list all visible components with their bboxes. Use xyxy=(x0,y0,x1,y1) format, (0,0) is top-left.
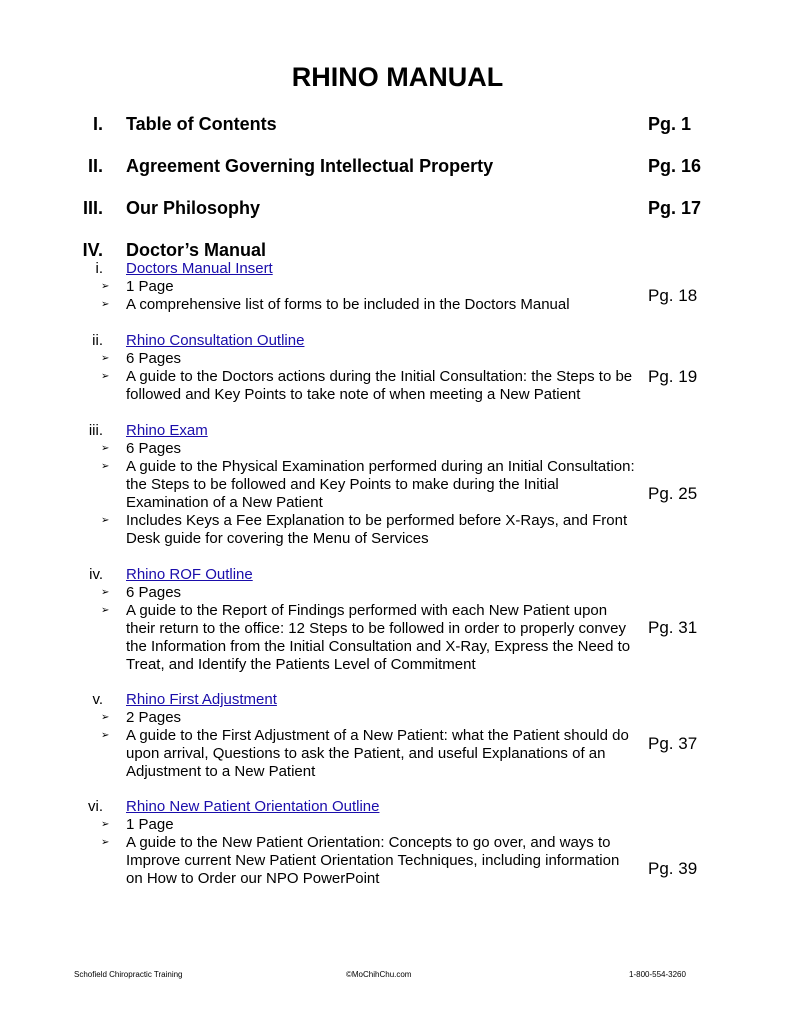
section-page: Pg. 16 xyxy=(648,156,702,176)
section-number: III. xyxy=(82,198,103,218)
footer-phone: 1-800-554-3260 xyxy=(629,970,686,979)
toc-section-2 xyxy=(0,156,795,180)
npo-outline-link[interactable]: Rhino New Patient Orientation Outline xyxy=(126,798,380,815)
consultation-outline-link[interactable]: Rhino Consultation Outline xyxy=(126,332,305,349)
footer-company: Schofield Chiropractic Training xyxy=(74,970,183,979)
arrow-bullet-icon: ➢ xyxy=(101,443,110,454)
first-adjustment-link[interactable]: Rhino First Adjustment xyxy=(126,691,277,708)
item-page: Pg. 25 xyxy=(648,484,698,503)
arrow-bullet-icon: ➢ xyxy=(101,353,110,364)
section-label: Table of Contents xyxy=(126,114,277,134)
item-page: Pg. 19 xyxy=(648,367,698,386)
bullet-item: ➢ 2 Pages xyxy=(101,709,182,726)
rhino-exam-link[interactable]: Rhino Exam xyxy=(126,422,208,439)
arrow-bullet-icon: ➢ xyxy=(101,605,110,616)
arrow-bullet-icon: ➢ xyxy=(101,281,110,292)
arrow-bullet-icon: ➢ xyxy=(101,712,110,723)
item-numeral: vi. xyxy=(88,798,103,815)
item-page: Pg. 39 xyxy=(648,859,698,878)
item-numeral: iv. xyxy=(89,566,103,583)
bullet-item: ➢ A guide to the Physical Examination performed during an Initial Consultation: the Steps to be followed and Key Points to make during the Initial Examination of a New Patient xyxy=(101,458,635,511)
section-label: Our Philosophy xyxy=(126,198,261,218)
bullet-item: ➢ 1 Page xyxy=(101,816,174,833)
item-numeral: iii. xyxy=(88,422,103,439)
bullet-item: ➢ Includes Keys a Fee Explanation to be performed before X-Rays, and Front Desk guide for covering the Menu of Services xyxy=(101,512,628,547)
bullet-item: ➢ 6 Pages xyxy=(101,440,182,457)
document-title: RHINO MANUAL xyxy=(291,62,504,92)
bullet-item: ➢ A comprehensive list of forms to be included in the Doctors Manual xyxy=(101,296,570,313)
section-label: Doctor’s Manual xyxy=(126,240,267,260)
bullet-item: ➢ A guide to the First Adjustment of a New Patient: what the Patient should do upon arrival, Questions to ask the Patient, and useful Explanations of an Adjustment to a New Patient xyxy=(101,727,629,780)
arrow-bullet-icon: ➢ xyxy=(101,587,110,598)
section-label: Agreement Governing Intellectual Property xyxy=(126,156,494,176)
section-page: Pg. 1 xyxy=(648,114,692,134)
toc-section-3 xyxy=(0,198,795,222)
toc-section-1 xyxy=(0,114,795,138)
bullet-item: ➢ 6 Pages xyxy=(101,350,182,367)
section-number: I. xyxy=(92,114,103,134)
item-numeral: ii. xyxy=(92,332,103,349)
section-number: II. xyxy=(87,156,103,176)
bullet-item: ➢ A guide to the New Patient Orientation: Concepts to go over, and ways to Improve current New Patient Orientation Techniques, including information on How to Order our NPO PowerPoint xyxy=(101,834,620,887)
arrow-bullet-icon: ➢ xyxy=(101,461,110,472)
item-page: Pg. 31 xyxy=(648,618,698,637)
section-page: Pg. 17 xyxy=(648,198,702,218)
bullet-item: ➢ 1 Page xyxy=(101,278,174,295)
bullet-item: ➢ A guide to the Report of Findings performed with each New Patient upon their return to the office: 12 Steps to be followed in order to properly convey the Information from the Initial Consultation and X-Ray, Express the Need to Treat, and Identify the Patients Level of Commitment xyxy=(101,602,631,673)
arrow-bullet-icon: ➢ xyxy=(101,371,110,382)
bullet-item: ➢ A guide to the Doctors actions during the Initial Consultation: the Steps to be followed and Key Points to take note of when meeting a New Patient xyxy=(101,368,633,403)
arrow-bullet-icon: ➢ xyxy=(101,837,110,848)
item-page: Pg. 18 xyxy=(648,286,698,305)
footer-copyright: ©MoChihChu.com xyxy=(346,970,412,979)
arrow-bullet-icon: ➢ xyxy=(101,299,110,310)
arrow-bullet-icon: ➢ xyxy=(101,730,110,741)
item-numeral: i. xyxy=(95,260,103,277)
doctors-manual-insert-link[interactable]: Doctors Manual Insert xyxy=(126,260,273,277)
rof-outline-link[interactable]: Rhino ROF Outline xyxy=(126,566,253,583)
toc-section-4 xyxy=(0,240,795,264)
arrow-bullet-icon: ➢ xyxy=(101,515,110,526)
section-number: IV. xyxy=(82,240,103,260)
arrow-bullet-icon: ➢ xyxy=(101,819,110,830)
item-page: Pg. 37 xyxy=(648,734,698,753)
item-numeral: v. xyxy=(92,691,103,708)
bullet-item: ➢ 6 Pages xyxy=(101,584,182,601)
